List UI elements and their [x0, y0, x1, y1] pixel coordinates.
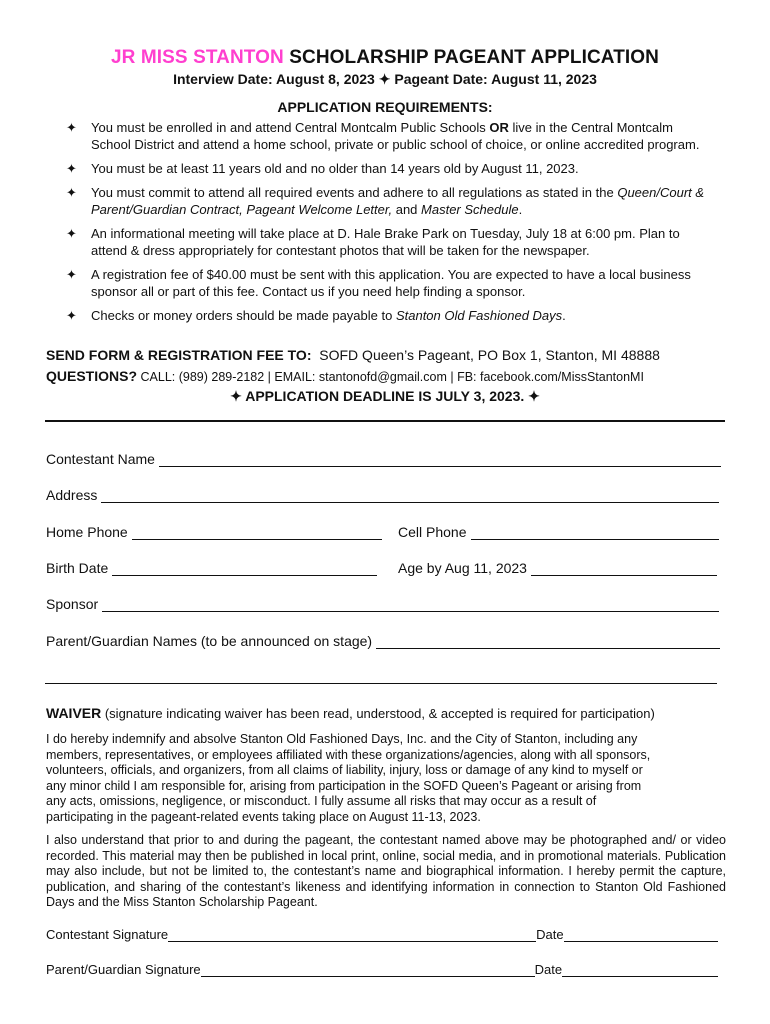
requirement-item: ✦ You must be at least 11 years old and no older than 14 years old by August 11, 2023.: [66, 161, 579, 176]
parent-names-line-2[interactable]: [45, 683, 717, 684]
title-highlight: JR MISS STANTON: [110, 47, 284, 68]
parent-names-line[interactable]: [376, 635, 720, 649]
divider: [45, 420, 725, 422]
home-phone-line[interactable]: [132, 526, 382, 540]
star-bullet-icon: ✦: [66, 120, 77, 135]
parent-names-field[interactable]: Parent/Guardian Names (to be announced on stage): [46, 633, 720, 649]
address-field[interactable]: Address: [46, 487, 719, 503]
sponsor-field[interactable]: Sponsor: [46, 596, 719, 612]
home-phone-field[interactable]: Home Phone: [46, 524, 382, 540]
send-form-line: SEND FORM & REGISTRATION FEE TO: SOFD Queen’s Pageant, PO Box 1, Stanton, MI 48888: [46, 347, 660, 363]
mailing-address: SOFD Queen’s Pageant, PO Box 1, Stanton, MI 48888: [319, 347, 660, 363]
questions-line: QUESTIONS? CALL: (989) 289-2182 | EMAIL: stantonofd@gmail.com | FB: facebook.com/MissStantonMI: [46, 368, 644, 384]
contestant-date-line[interactable]: [564, 929, 718, 942]
page-title: [0, 47, 770, 69]
application-deadline: ✦ APPLICATION DEADLINE IS JULY 3, 2023. ✦: [230, 388, 540, 404]
contestant-signature-row[interactable]: Contestant Signature Date: [46, 927, 718, 942]
event-dates: Interview Date: August 8, 2023 ✦ Pageant Date: August 11, 2023: [173, 71, 597, 87]
waiver-heading: WAIVER (signature indicating waiver has been read, understood, & accepted is required for participation): [46, 705, 655, 721]
cell-phone-field[interactable]: Cell Phone: [398, 524, 719, 540]
birth-date-line[interactable]: [112, 562, 377, 576]
requirement-item: ✦ A registration fee of $40.00 must be sent with this application. You are expected to have a local business sponsor all or part of this fee. Contact us if you need help finding a sponsor.: [66, 267, 691, 299]
parent-date-line[interactable]: [562, 964, 718, 977]
requirement-item: ✦ Checks or money orders should be made payable to Stanton Old Fashioned Days.: [66, 308, 566, 323]
address-line[interactable]: [101, 489, 719, 503]
contact-info: CALL: (989) 289-2182 | EMAIL: stantonofd@gmail.com | FB: facebook.com/MissStantonMI: [140, 370, 644, 384]
contestant-name-line[interactable]: [159, 453, 721, 467]
requirement-item: ✦ You must commit to attend all required events and adhere to all regulations as stated in the Queen/Court & Parent/Guardian Contract, Pageant Welcome Letter, and Master Schedule.: [66, 185, 705, 217]
star-bullet-icon: ✦: [66, 185, 77, 200]
birth-date-field[interactable]: Birth Date: [46, 560, 377, 576]
age-field[interactable]: Age by Aug 11, 2023: [398, 560, 717, 576]
star-bullet-icon: ✦: [66, 267, 77, 282]
parent-signature-row[interactable]: Parent/Guardian Signature Date: [46, 962, 718, 977]
waiver-paragraph-1: I do hereby indemnify and absolve Stanton Old Fashioned Days, Inc. and the City of Stanton, including any members, representatives, or employees affiliated with these organizations/agencies, along with all sponsors, volunteers, officials, and organizers, from all claims of liability, injury, loss or damage of any kind to myself or any minor child I am responsible for, arising from participation in the SOFD Queen’s Pageant or arising from any acts, omissions, negligence, or misconduct. I fully assume all risks that may occur as a result of participating in the pageant-related events taking place on August 11-13, 2023.: [46, 732, 651, 824]
title-rest: SCHOLARSHIP PAGEANT APPLICATION: [283, 47, 659, 68]
requirements-list: [66, 119, 706, 331]
requirement-item: ✦ You must be enrolled in and attend Central Montcalm Public Schools OR live in the Central Montcalm School District and attend a home school, private or public school of choice, or online accredited program.: [66, 120, 700, 152]
sponsor-line[interactable]: [102, 598, 719, 612]
contestant-signature-line[interactable]: [168, 929, 536, 942]
requirements-heading: APPLICATION REQUIREMENTS:: [277, 99, 493, 115]
star-bullet-icon: ✦: [66, 226, 77, 241]
parent-signature-line[interactable]: [201, 964, 535, 977]
cell-phone-line[interactable]: [471, 526, 720, 540]
star-bullet-icon: ✦: [66, 161, 77, 176]
waiver-paragraph-2: I also understand that prior to and during the pageant, the contestant named above may be photographed and/ or video recorded. This material may then be published in local print, online, social media, and in promotional materials. Publication may also include, but not be limited to, the contestant’s name and biographical information. I hereby permit the capture, publication, and sharing of the contestant’s likeness and identifying information in connection to Stanton Old Fashioned Days and the Miss Stanton Scholarship Pageant.: [46, 833, 726, 909]
contestant-name-field[interactable]: Contestant Name: [46, 451, 721, 467]
age-line[interactable]: [531, 562, 717, 576]
requirement-item: ✦ An informational meeting will take place at D. Hale Brake Park on Tuesday, July 18 at 6:00 pm. Plan to attend & dress appropriately for contestant photos that will be taken for the newspaper.: [66, 226, 680, 258]
star-bullet-icon: ✦: [66, 308, 77, 323]
